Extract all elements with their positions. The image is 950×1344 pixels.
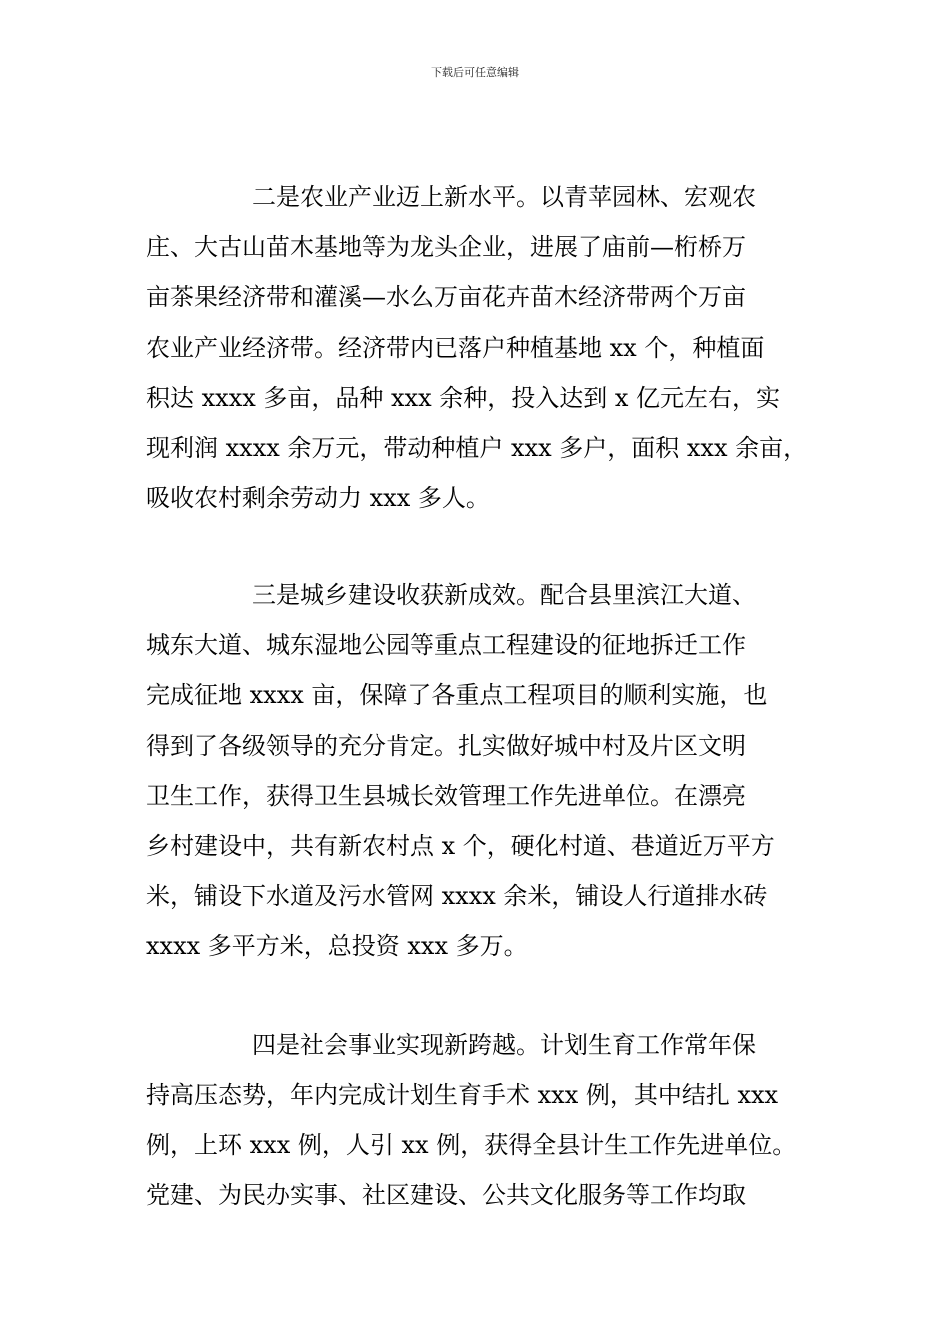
paragraph-3-line-2: 持高压态势，年内完成计划生育手术 xxx 例，其中结扎 xxx (146, 1081, 779, 1109)
paragraph-2-line-3: 完成征地 xxxx 亩，保障了各重点工程项目的顺利实施，也 (146, 681, 768, 709)
paragraph-1-line-4: 农业产业经济带。经济带内已落户种植基地 xx 个，种植面 (146, 334, 765, 362)
paragraph-1-line-2: 庄、大古山苗木基地等为龙头企业，进展了庙前—桁桥万 (146, 233, 746, 261)
paragraph-1-line-7: 吸收农村剩余劳动力 xxx 多人。 (146, 484, 490, 512)
paragraph-2-line-2: 城东大道、城东湿地公园等重点工程建设的征地拆迁工作 (146, 631, 746, 659)
paragraph-1-line-1: 二是农业产业迈上新水平。以青苹园林、宏观农 (252, 183, 756, 211)
page-header-note: 下载后可任意编辑 (431, 66, 519, 79)
paragraph-2-line-6: 乡村建设中，共有新农村点 x 个，硬化村道、巷道近万平方 (146, 832, 775, 860)
paragraph-2-line-7: 米，铺设下水道及污水管网 xxxx 余米，铺设人行道排水砖 (146, 882, 768, 910)
paragraph-3-line-3: 例，上环 xxx 例，人引 xx 例，获得全县计生工作先进单位。 (146, 1131, 797, 1159)
paragraph-1-line-3: 亩茶果经济带和灌溪—水么万亩花卉苗木经济带两个万亩 (146, 283, 746, 311)
paragraph-2-line-4: 得到了各级领导的充分肯定。扎实做好城中村及片区文明 (146, 732, 746, 760)
paragraph-1-line-5: 积达 xxxx 多亩，品种 xxx 余种，投入达到 x 亿元左右，实 (146, 384, 781, 412)
paragraph-3-line-4: 党建、为民办实事、社区建设、公共文化服务等工作均取 (146, 1181, 746, 1209)
paragraph-1-line-6: 现利润 xxxx 余万元，带动种植户 xxx 多户，面积 xxx 余亩， (146, 434, 808, 462)
paragraph-2-line-1: 三是城乡建设收获新成效。配合县里滨江大道、 (252, 581, 756, 609)
paragraph-2-line-5: 卫生工作，获得卫生县城长效管理工作先进单位。在漂亮 (146, 782, 746, 810)
paragraph-3-line-1: 四是社会事业实现新跨越。计划生育工作常年保 (252, 1031, 756, 1059)
paragraph-2-line-8: xxxx 多平方米，总投资 xxx 多万。 (146, 932, 528, 960)
